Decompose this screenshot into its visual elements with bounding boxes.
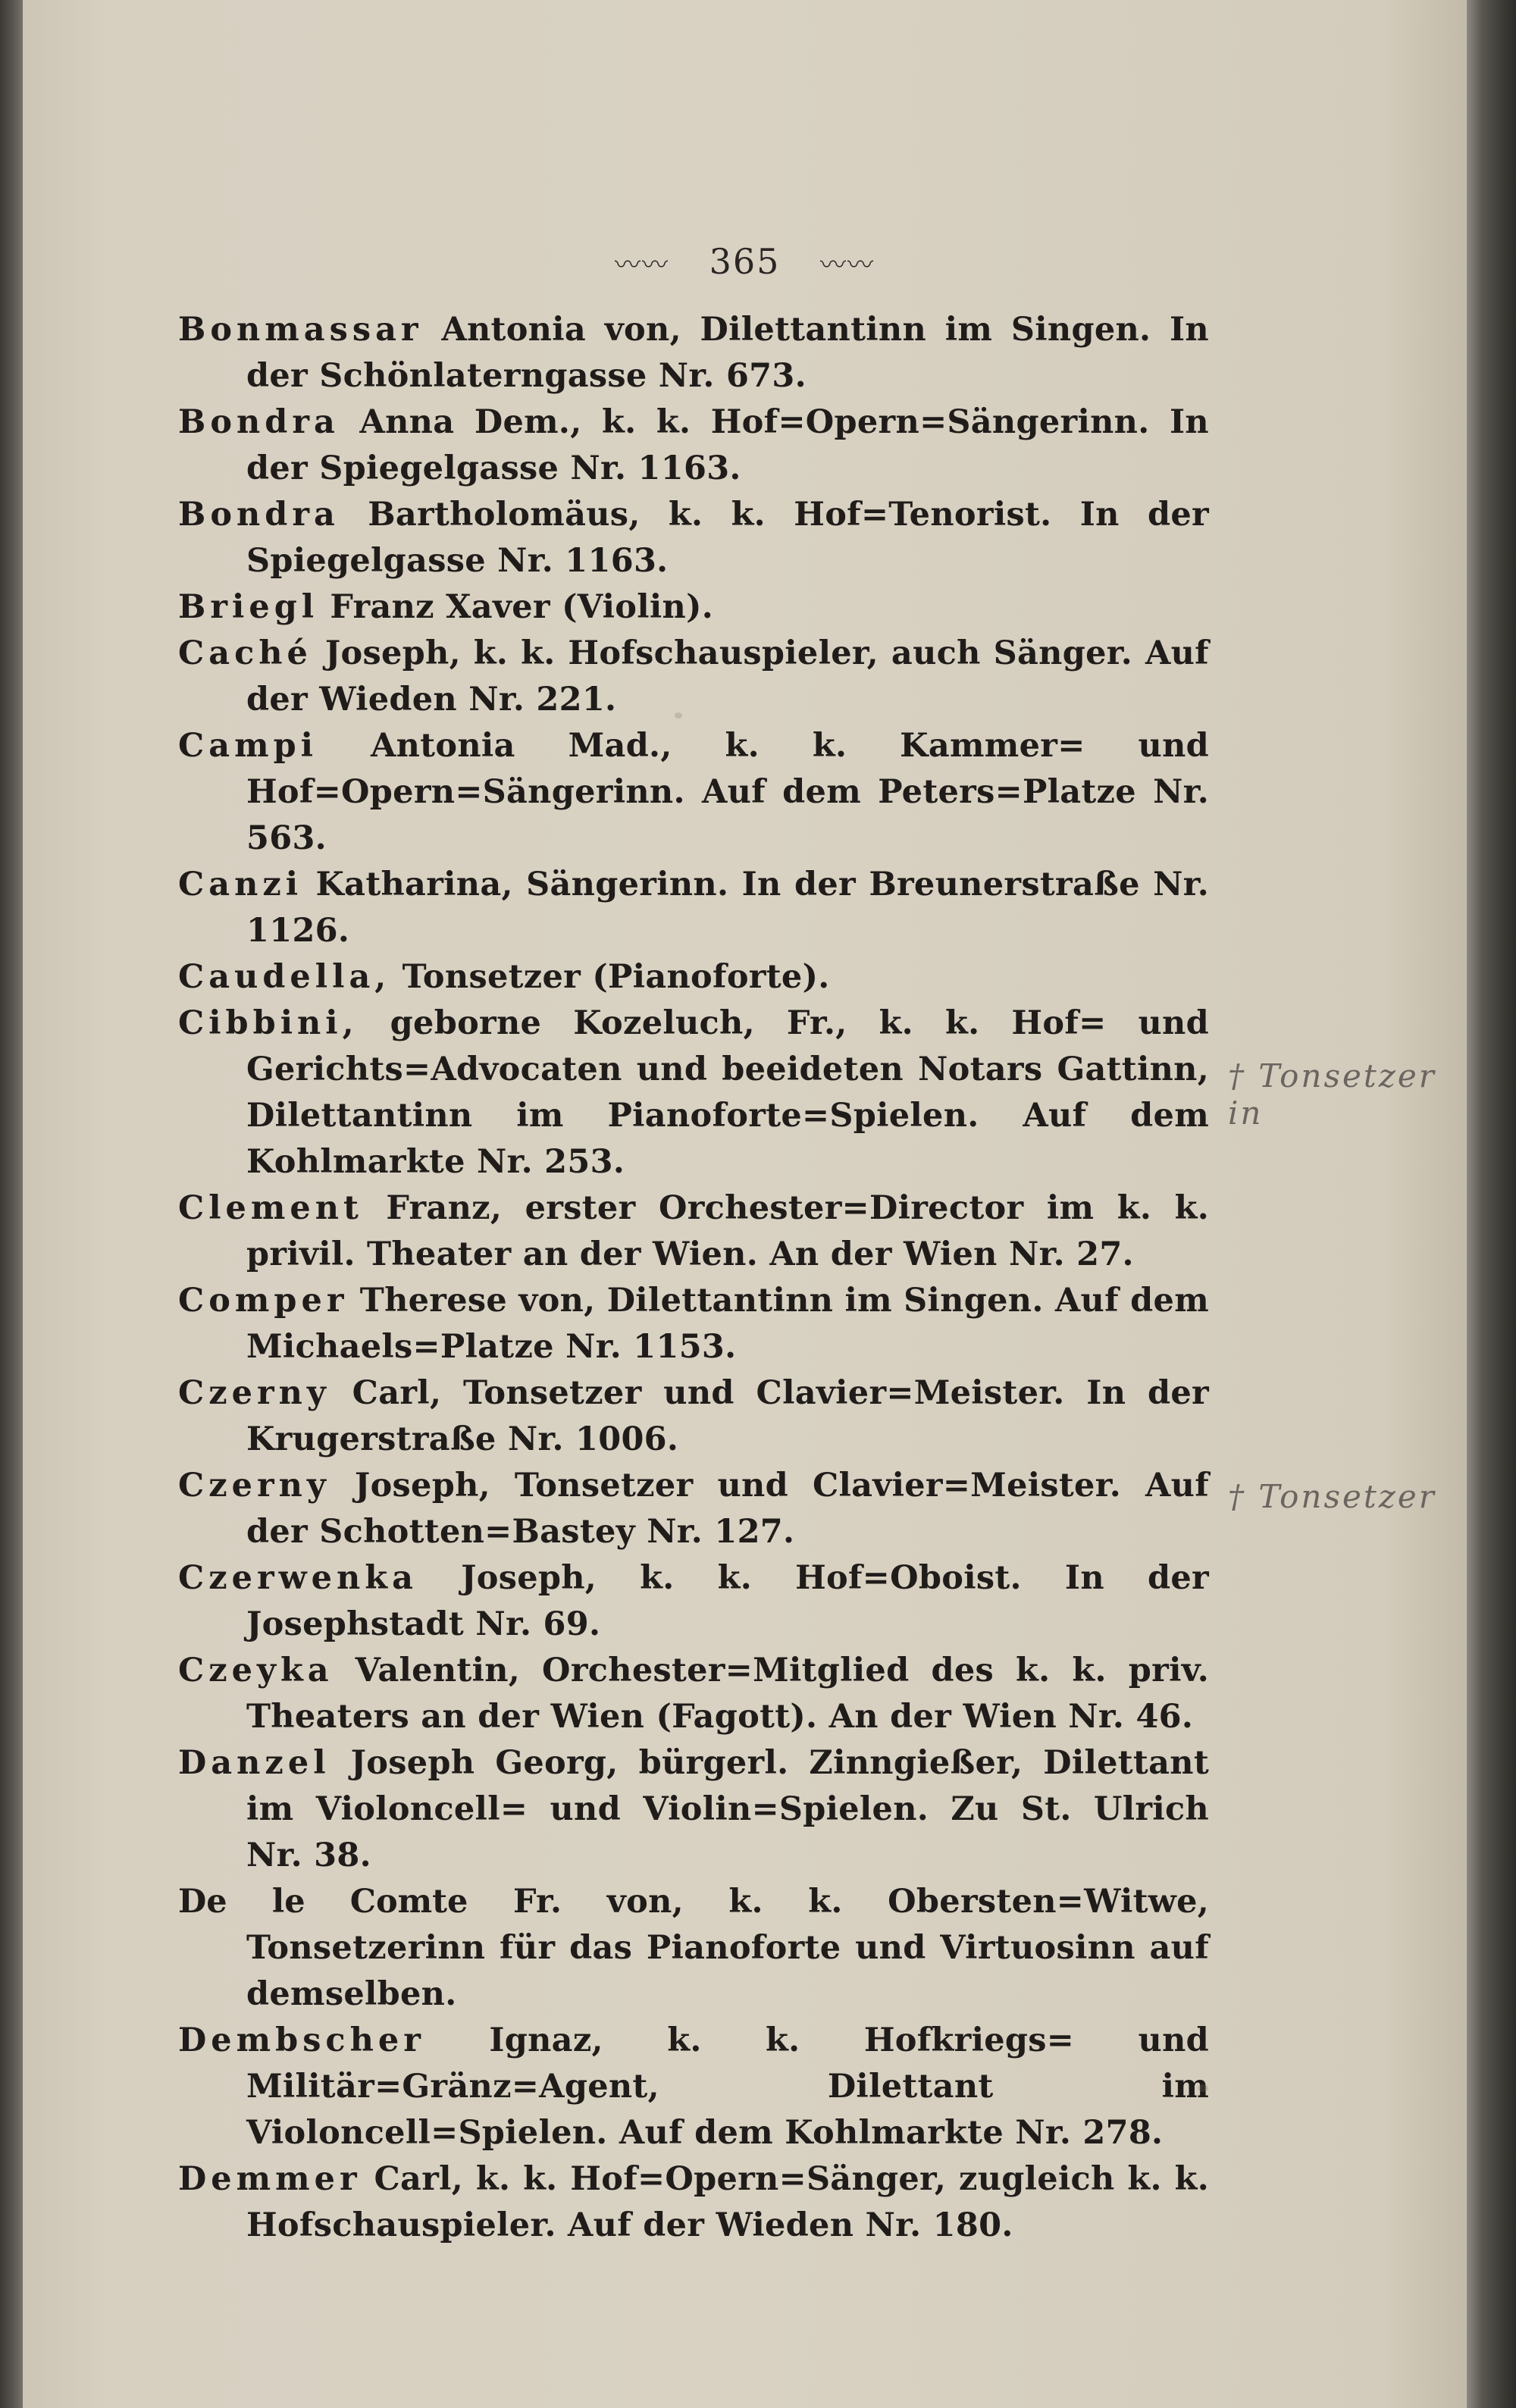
list-item [178,1185,1209,1278]
page-header [23,241,1467,282]
handwritten-margin-note: † Tonsetzer in [1228,1057,1436,1132]
entry-details: Fr. von, k. k. Obersten=Witwe, Tonsetzerinn für das Pianoforte und Virtuosinn auf demselben. [246,1883,1210,2013]
entry-name: Caudella, [178,958,391,996]
list-item [178,1000,1209,1185]
entry-details: Antonia von, Dilettantinn im Singen. In der Schönlaterngasse Nr. 673. [246,311,1209,395]
list-item [178,631,1209,723]
entry-details: Carl, Tonsetzer und Clavier=Meister. In der Krugerstraße Nr. 1006. [246,1374,1209,1458]
entry-name: Caché [178,634,312,672]
entry-details: geborne Kozeluch, Fr., k. k. Hof= und Gerichts=Advocaten und beeideten Notars Gattinn, Dilettantinn im Pianoforte=Spielen. Auf dem Kohlmarkte Nr. 253. [246,1004,1209,1181]
list-item [178,862,1209,954]
ornament-right: 〰〰 [820,250,875,280]
list-item [178,1648,1209,1740]
entry-name: Czerwenka [178,1559,418,1597]
entry-details: Antonia Mad., k. k. Kammer= und Hof=Opern=Sängerinn. Auf dem Peters=Platze Nr. 563. [246,727,1209,857]
entry-name: Clement [178,1189,363,1227]
entry-name: Bondra [178,403,340,441]
entry-name: Demmer [178,2160,362,2198]
entry-name: Bonmassar [178,311,423,349]
entry-details: Therese von, Dilettantinn im Singen. Auf dem Michaels=Platze Nr. 1153. [246,1282,1209,1366]
entry-details: Anna Dem., k. k. Hof=Opern=Sängerinn. In der Spiegelgasse Nr. 1163. [246,403,1209,487]
entry-name: Campi [178,727,318,765]
list-item [178,1278,1209,1370]
entry-details: Carl, k. k. Hof=Opern=Sänger, zugleich k. k. Hofschauspieler. Auf der Wieden Nr. 180. [246,2160,1209,2244]
entry-details: Joseph, k. k. Hof=Oboist. In der Josephstadt Nr. 69. [246,1559,1209,1643]
list-item [178,1370,1209,1463]
directory-entries [178,307,1209,2249]
book-spine [0,0,23,2408]
entry-name: Czerny [178,1467,330,1505]
ornament-left: 〰〰 [614,250,669,280]
entry-details: Katharina, Sängerinn. In der Breunerstraße Nr. 1126. [246,866,1209,950]
entry-name: Canzi [178,866,303,903]
list-item [178,1555,1209,1648]
list-item [178,584,1209,631]
entry-name: Briegl [178,588,319,626]
entry-details: Joseph, k. k. Hofschauspieler, auch Sänger. Auf der Wieden Nr. 221. [246,634,1209,719]
list-item [178,492,1209,584]
entry-name: Czerny [178,1374,330,1412]
paper-spot [1198,2084,1208,2092]
list-item [178,2156,1209,2249]
entry-name: Cibbini, [178,1004,359,1042]
entry-name: Bondra [178,496,340,534]
entry-name: Comper [178,1282,349,1320]
list-item [178,723,1209,862]
page-edge [1467,0,1516,2408]
entry-name: Dembscher [178,2021,425,2059]
list-item [178,399,1209,492]
list-item [178,1463,1209,1555]
entry-name: Czeyka [178,1652,334,1689]
list-item [178,1879,1209,2018]
handwritten-margin-note: † Tonsetzer [1228,1478,1436,1515]
list-item [178,2018,1209,2156]
list-item [178,307,1209,399]
entry-name: De le Comte [178,1883,468,1921]
paper-spot [675,712,682,719]
page-number: 365 [709,241,781,282]
entry-details: Franz, erster Orchester=Director im k. k. privil. Theater an der Wien. An der Wien Nr. 27. [246,1189,1209,1273]
entry-name: Danzel [178,1744,330,1782]
entry-details: Joseph Georg, bürgerl. Zinngießer, Dilettant im Violoncell= und Violin=Spielen. Zu St. Ulrich Nr. 38. [246,1744,1209,1874]
book-page [23,0,1467,2408]
list-item [178,1740,1209,1879]
list-item [178,954,1209,1000]
entry-details: Joseph, Tonsetzer und Clavier=Meister. Auf der Schotten=Bastey Nr. 127. [246,1467,1209,1551]
entry-details: Franz Xaver (Violin). [330,588,714,626]
entry-details: Tonsetzer (Pianoforte). [402,958,830,996]
entry-details: Ignaz, k. k. Hofkriegs= und Militär=Gränz=Agent, Dilettant im Violoncell=Spielen. Auf dem Kohlmarkte Nr. 278. [246,2021,1209,2152]
entry-details: Valentin, Orchester=Mitglied des k. k. priv. Theaters an der Wien (Fagott). An der Wien Nr. 46. [246,1652,1209,1736]
entry-details: Bartholomäus, k. k. Hof=Tenorist. In der Spiegelgasse Nr. 1163. [246,496,1209,580]
